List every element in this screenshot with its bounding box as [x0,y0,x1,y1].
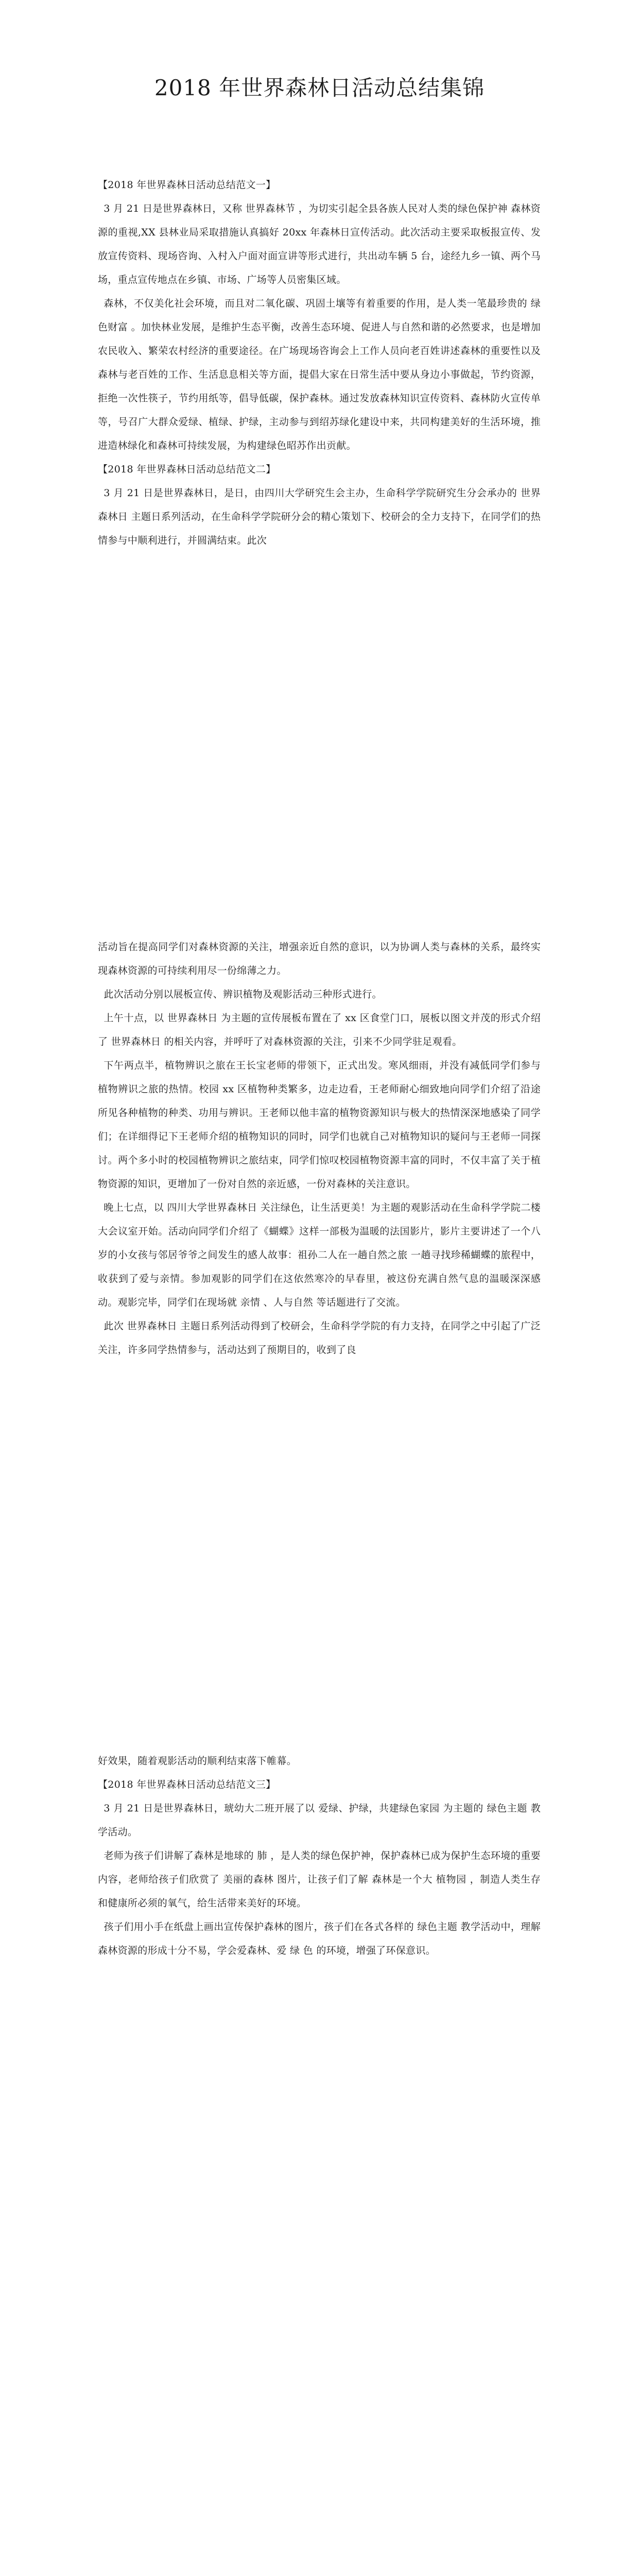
paragraph: 3 月 21 日是世界森林日，琥幼大二班开展了以 爱绿、护绿，共建绿色家园 为主题的 绿色主题 教学活动。 [98,1803,541,1838]
section-three-heading: 【2018 年世界森林日活动总结范文三】 [98,1779,276,1790]
paragraph: 下午两点半，植物辨识之旅在王长宝老师的带领下，正式出发。寒风细雨，并没有减低同学们参与植物辨识之旅的热情。校园 xx 区植物种类繁多，边走边看，王老师耐心细致地向同学们介绍了沿途所见各种植物的种类、功用与辨识。王老师以他丰富的植物资源知识与极大的热情深深地感染了同学们；在详细得记下王老师介绍的植物知识的同时，同学们也就自己对植物知识的疑问与王老师一同探讨。两个多小时的校园植物辨识之旅结束，同学们惊叹校园植物资源丰富的同时，不仅丰富了关于植物资源的知识，更增加了一份对自然的亲近感，一份对森林的关注意识。 [98,1060,541,1190]
paragraph: 老师为孩子们讲解了森林是地球的 肺 ，是人类的绿色保护神，保护森林已成为保护生态环境的重要内容，老师给孩子们欣赏了 美丽的森林 图片，让孩子们了解 森林是一个大 植物园 ，制造人类生存和健康所必须的氧气，给生活带来美好的环境。 [98,1850,541,1909]
paragraph: 此次活动分别以展板宣传、辨识植物及观影活动三种形式进行。 [103,989,382,1000]
section-two-continued [98,935,541,1362]
paragraph: 上午十点，以 世界森林日 为主题的宣传展板布置在了 xx 区食堂门口，展板以图文并茂的形式介绍了 世界森林日 的相关内容，并呼吁了对森林资源的关注，引来不少同学驻足观看。 [98,1012,541,1047]
section-one-heading: 【2018 年世界森林日活动总结范文一】 [98,179,276,191]
section-three [98,1749,541,1962]
paragraph: 3 月 21 日是世界森林日，是日，由四川大学研究生会主办，生命科学学院研究生分会承办的 世界森林日 主题日系列活动，在生命科学学院研分会的精心策划下、校研会的全力支持下，在同学们的热情参与中顺利进行，并圆满结束。此次 [98,487,541,546]
paragraph: 孩子们用小手在纸盘上画出宣传保护森林的图片，孩子们在各式各样的 绿色主题 教学活动中，理解森林资源的形成十分不易，学会爱森林、爱 绿 色 的环境，增强了环保意识。 [98,1921,541,1956]
paragraph: 此次 世界森林日 主题日系列活动得到了校研会，生命科学学院的有力支持，在同学之中引起了广泛关注，许多同学热情参与，活动达到了预期目的，收到了良 [98,1320,541,1355]
document-title: 2018 年世界森林日活动总结集锦 [154,75,485,100]
paragraph: 好效果，随着观影活动的顺利结束落下帷幕。 [98,1755,297,1767]
section-two-heading: 【2018 年世界森林日活动总结范文二】 [98,464,276,475]
section-one [98,173,541,552]
paragraph: 森林，不仅美化社会环境，而且对二氧化碳、巩固土壤等有着重要的作用，是人类一笔最珍贵的 绿色财富 。加快林业发展，是维护生态平衡，改善生态环境、促进人与自然和谐的必然要求，也是增加农民收入、繁荣农村经济的重要途径。在广场现场咨询会上工作人员向老百姓讲述森林的重要性以及森林与老百姓的工作、生活息息相关等方面，提倡大家在日常生活中要从身边小事做起，节约资源，拒绝一次性筷子，节约用纸等，倡导低碳，保护森林。通过发放森林知识宣传资料、森林防火宣传单等，号召广大群众爱绿、植绿、护绿，主动参与到绍苏绿化建设中来，共同构建美好的生活环境，推进造林绿化和森林可持续发展，为构建绿色昭苏作出贡献。 [98,298,541,451]
paragraph: 3 月 21 日是世界森林日，又称 世界森林节 ，为切实引起全县各族人民对人类的绿色保护神 森林资源的重视,XX 县林业局采取措施认真搞好 20xx 年森林日宣传活动。此次活动主要采取板报宣传、发放宣传资料、现场咨询、入村入户面对面宣讲等形式进行，共出动车辆 5 台，途经九乡一镇、两个马场，重点宣传地点在乡镇、市场、广场等人员密集区域。 [98,203,541,285]
paragraph: 活动旨在提高同学们对森林资源的关注，增强亲近自然的意识，以为协调人类与森林的关系，最终实现森林资源的可持续利用尽一份绵薄之力。 [98,941,541,976]
paragraph: 晚上七点，以 四川大学世界森林日 关注绿色，让生活更美！为主题的观影活动在生命科学学院二楼大会议室开始。活动向同学们介绍了《蝴蝶》这样一部极为温暖的法国影片，影片主要讲述了一个八岁的小女孩与邻居爷爷之间发生的感人故事：祖孙二人在一趟自然之旅 一趟寻找珍稀蝴蝶的旅程中，收获到了爱与亲情。参加观影的同学们在这依然寒冷的早春里，被这份充满自然气息的温暖深深感动。观影完毕，同学们在现场就 亲情 、人与自然 等话题进行了交流。 [98,1202,541,1308]
